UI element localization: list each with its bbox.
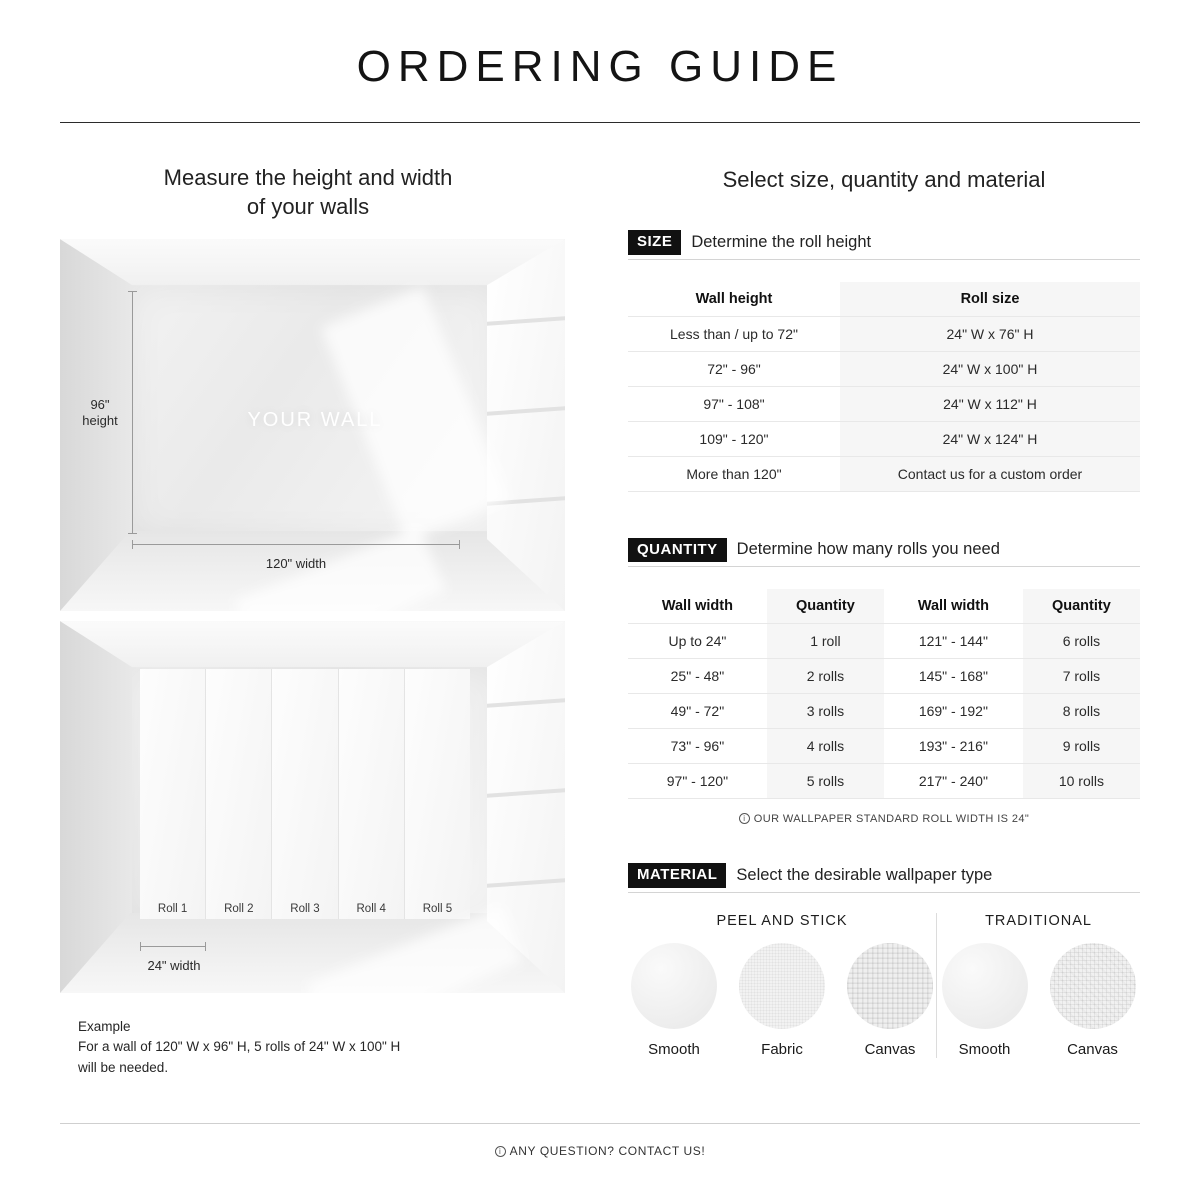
qty-cell: 73" - 96" <box>628 729 767 764</box>
qty-cell: 7 rolls <box>1023 659 1140 694</box>
roll-width-label: 24" width <box>147 958 201 974</box>
size-tag: SIZE <box>628 230 681 255</box>
height-word: height <box>82 413 118 429</box>
material-group-traditional <box>936 913 1140 1058</box>
quantity-subtitle: Determine how many rolls you need <box>736 540 1000 559</box>
size-col-0: Wall height <box>628 282 840 317</box>
qty-cell: 2 rolls <box>767 659 884 694</box>
roll-strip <box>339 669 405 919</box>
size-cell: 109" - 120" <box>628 421 840 456</box>
roll-width-dimension-line <box>140 946 206 947</box>
height-dimension-line <box>132 291 133 534</box>
room-illustration-rolls <box>60 621 565 993</box>
qty-col-1: Quantity <box>767 589 884 624</box>
roll-label: Roll 5 <box>422 903 453 916</box>
qty-cell: 49" - 72" <box>628 694 767 729</box>
example-line2: will be needed. <box>78 1059 169 1075</box>
page-title: ORDERING GUIDE <box>356 42 844 91</box>
width-dimension-line <box>132 544 460 545</box>
table-header-row <box>628 589 1140 624</box>
material-groups <box>628 913 1140 1058</box>
table-row <box>628 729 1140 764</box>
quantity-section-header <box>628 538 1140 568</box>
roll-label: Roll 2 <box>224 903 254 916</box>
size-col-1: Roll size <box>840 282 1140 317</box>
qty-cell: 193" - 216" <box>884 729 1023 764</box>
size-cell: 97" - 108" <box>628 386 840 421</box>
roll-strips <box>140 669 470 919</box>
info-icon: i <box>495 1146 506 1157</box>
size-cell: Less than / up to 72" <box>628 316 840 351</box>
your-wall-label: YOUR WALL <box>247 409 383 432</box>
roll-strip <box>272 669 338 919</box>
qty-col-2: Wall width <box>884 589 1023 624</box>
width-dimension-label: 120" width <box>265 556 327 572</box>
table-row <box>628 659 1140 694</box>
traditional-group-title: TRADITIONAL <box>985 912 1092 929</box>
qty-cell: 8 rolls <box>1023 694 1140 729</box>
swatch-cell[interactable] <box>1047 943 1139 1058</box>
roll-strip <box>206 669 272 919</box>
swatch-cell[interactable] <box>844 943 936 1058</box>
table-row <box>628 351 1140 386</box>
ceiling-plane-2 <box>60 621 565 673</box>
table-header-row <box>628 282 1140 317</box>
peel-swatches <box>628 943 936 1058</box>
example-title: Example <box>78 1019 131 1035</box>
size-cell: 72" - 96" <box>628 351 840 386</box>
qty-cell: 1 roll <box>767 624 884 659</box>
material-tag: MATERIAL <box>628 863 726 888</box>
size-table <box>628 282 1140 492</box>
size-cell: 24" W x 76" H <box>840 316 1140 351</box>
roll-strip <box>140 669 206 919</box>
swatch-label: Smooth <box>958 1040 1011 1058</box>
table-row <box>628 456 1140 491</box>
info-icon: i <box>739 813 750 824</box>
swatch-fabric-icon[interactable] <box>739 943 825 1029</box>
qty-cell: 169" - 192" <box>884 694 1023 729</box>
right-column <box>570 123 1140 1078</box>
qty-cell: 145" - 168" <box>884 659 1023 694</box>
right-heading: Select size, quantity and material <box>722 167 1046 192</box>
quantity-tag: QUANTITY <box>628 538 727 563</box>
roll-strip <box>405 669 470 919</box>
footer-text: ANY QUESTION? CONTACT US! <box>509 1144 706 1158</box>
height-value: 96" <box>90 397 110 413</box>
table-row <box>628 624 1140 659</box>
qty-cell: 4 rolls <box>767 729 884 764</box>
qty-cell: 9 rolls <box>1023 729 1140 764</box>
swatch-label: Smooth <box>648 1040 700 1058</box>
qty-col-3: Quantity <box>1023 589 1140 624</box>
size-cell: 24" W x 100" H <box>840 351 1140 386</box>
qty-cell: 25" - 48" <box>628 659 767 694</box>
roll-label: Roll 4 <box>356 903 386 916</box>
height-dimension-label <box>74 397 126 430</box>
footer-contact[interactable] <box>0 1144 1200 1158</box>
swatch-cell[interactable] <box>939 943 1031 1058</box>
qty-col-0: Wall width <box>628 589 767 624</box>
table-row <box>628 386 1140 421</box>
swatch-label: Canvas <box>1067 1040 1118 1058</box>
size-cell: Contact us for a custom order <box>840 456 1140 491</box>
qty-cell: 217" - 240" <box>884 764 1023 799</box>
traditional-swatches <box>937 943 1140 1058</box>
qty-cell: 97" - 120" <box>628 764 767 799</box>
swatch-smooth-icon[interactable] <box>631 943 717 1029</box>
example-block <box>60 1017 556 1078</box>
material-subtitle: Select the desirable wallpaper type <box>736 865 993 884</box>
room-illustration-measure <box>60 239 565 611</box>
roll-width-note <box>628 813 1140 825</box>
swatch-smooth-icon[interactable] <box>942 943 1028 1029</box>
qty-cell: 5 rolls <box>767 764 884 799</box>
material-group-peel-and-stick <box>628 913 936 1058</box>
swatch-canvas-icon[interactable] <box>847 943 933 1029</box>
size-section-header <box>628 230 1140 260</box>
left-heading <box>60 163 556 221</box>
left-heading-line2: of your walls <box>246 194 370 220</box>
left-heading-line1: Measure the height and width <box>163 165 453 190</box>
example-line1: For a wall of 120" W x 96" H, 5 rolls of 24" W x 100" H <box>78 1039 401 1055</box>
footer-divider <box>60 1123 1140 1124</box>
left-column <box>60 123 570 1078</box>
swatch-cell[interactable] <box>628 943 720 1058</box>
table-row <box>628 764 1140 799</box>
content-body <box>0 123 1200 1078</box>
swatch-canvas-icon[interactable] <box>1050 943 1136 1029</box>
qty-cell: 121" - 144" <box>884 624 1023 659</box>
table-row <box>628 694 1140 729</box>
table-row <box>628 421 1140 456</box>
qty-cell: Up to 24" <box>628 624 767 659</box>
swatch-label: Fabric <box>761 1040 803 1058</box>
size-cell: 24" W x 124" H <box>840 421 1140 456</box>
table-row <box>628 316 1140 351</box>
qty-cell: 6 rolls <box>1023 624 1140 659</box>
peel-group-title: PEEL AND STICK <box>716 912 848 929</box>
roll-label: Roll 3 <box>290 903 320 916</box>
size-cell: More than 120" <box>628 456 840 491</box>
qty-cell: 10 rolls <box>1023 764 1140 799</box>
size-subtitle: Determine the roll height <box>691 232 872 251</box>
roll-label: Roll 1 <box>157 903 188 916</box>
swatch-label: Canvas <box>864 1040 916 1058</box>
ceiling-plane <box>60 239 565 291</box>
material-section-header <box>628 863 1140 893</box>
size-cell: 24" W x 112" H <box>840 386 1140 421</box>
swatch-cell[interactable] <box>736 943 828 1058</box>
roll-width-note-text: OUR WALLPAPER STANDARD ROLL WIDTH IS 24" <box>753 813 1030 826</box>
quantity-table <box>628 589 1140 799</box>
qty-cell: 3 rolls <box>767 694 884 729</box>
